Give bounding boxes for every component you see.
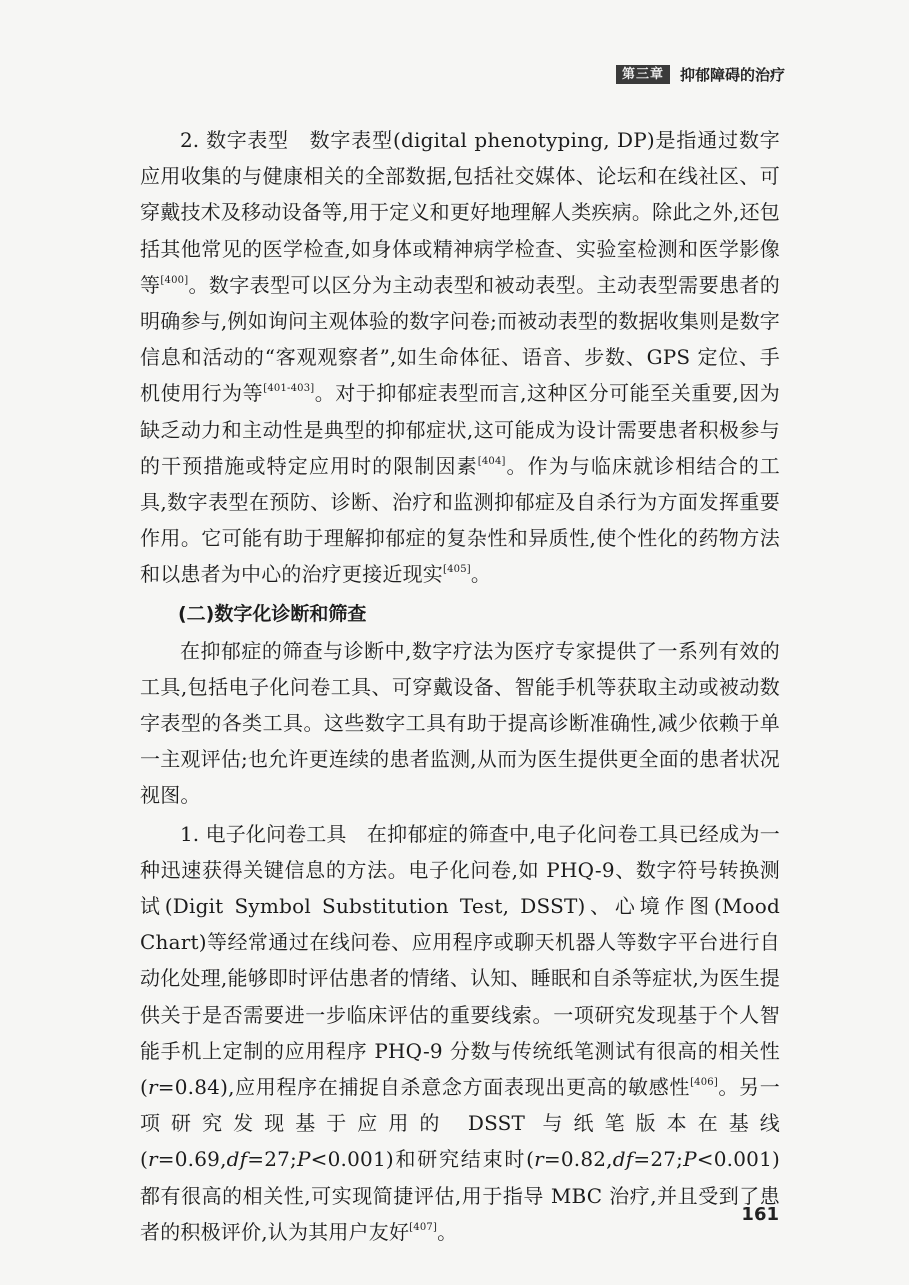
- text-run: 。对于抑郁症表型而言,这种区分可能至关重要,因为缺乏动力和主动性是典型的抑郁症状,这可能成为设计需要患者积极参与的干预措施或特定应用时的限制因素: [140, 381, 781, 478]
- page-number: 161: [741, 1204, 779, 1225]
- citation: [407]: [409, 1221, 438, 1233]
- text-run: =0.69,: [157, 1147, 227, 1172]
- citation: [400]: [160, 274, 189, 286]
- stat-symbol: r: [148, 1147, 158, 1172]
- chapter-title: 抑郁障碍的治疗: [679, 66, 785, 84]
- citation: [401-403]: [263, 383, 315, 395]
- stat-symbol: df: [612, 1147, 634, 1172]
- text-run: 。: [437, 1219, 458, 1244]
- text-run: =27;: [247, 1147, 297, 1172]
- paragraph-lead: 2. 数字表型: [180, 128, 289, 152]
- paragraph-digital-phenotyping: [140, 122, 780, 593]
- text-run: =27;: [633, 1147, 684, 1172]
- paragraph-screening-intro: [140, 633, 780, 814]
- stat-symbol: P: [297, 1147, 311, 1172]
- paragraph-lead: 1. 电子化问卷工具: [180, 821, 347, 846]
- text-run: =0.82,: [543, 1147, 613, 1172]
- stat-symbol: P: [683, 1147, 697, 1172]
- body-text: [140, 122, 780, 1250]
- text-run: 在抑郁症的筛查中,电子化问卷工具已经成为一种迅速获得关键信息的方法。电子化问卷,如 PHQ-9、数字符号转换测试(Digit Symbol Substitution Test, DSST)、心境作图(Mood Chart)等经常通过在线问卷、应用程序或聊天机器人等数字平台进行自动化处理,能够即时评估患者的情绪、认知、睡眠和自杀等症状,为医生提供关于是否需要进一步临床评估的重要线索。一项研究发现基于个人智能手机上定制的应用程序 PHQ-9 分数与传统纸笔测试有很高的相关性(: [140, 821, 780, 1100]
- text-run: =0.84),应用程序在捕捉自杀意念方面表现出更高的敏感性: [157, 1075, 691, 1100]
- text-run: 。作为与临床就诊相结合的工具,数字表型在预防、诊断、治疗和监测抑郁症及自杀行为方面发挥重要作用。它可能有助于理解抑郁症的复杂性和异质性,使个性化的药物方法和以患者为中心的治疗更接近现实: [140, 453, 780, 587]
- citation: [405]: [443, 564, 471, 576]
- paragraph-electronic-questionnaire: [140, 816, 780, 1250]
- text-run: 。另一项研究发现基于应用的 DSST 与纸笔版本在基线(: [140, 1075, 780, 1172]
- citation: [404]: [477, 455, 506, 467]
- section-heading: (二)数字化诊断和筛查: [178, 602, 367, 625]
- text-run: <0.001)都有很高的相关性,可实现简捷评估,用于指导 MBC 治疗,并且受到了患者的积极评价,认为其用户友好: [140, 1147, 780, 1244]
- running-header: [616, 64, 785, 85]
- text-run: 。: [470, 562, 492, 587]
- text-run: 。数字表型可以区分为主动表型和被动表型。主动表型需要患者的明确参与,例如询问主观体验的数字问卷;而被动表型的数据收集则是数字信息和活动的“客观观察者”,如生命体征、语音、步数、GPS 定位、手机使用行为等: [140, 272, 780, 406]
- text-run: 在抑郁症的筛查与诊断中,数字疗法为医疗专家提供了一系列有效的工具,包括电子化问卷工具、可穿戴设备、智能手机等获取主动或被动数字表型的各类工具。这些数字工具有助于提高诊断准确性,减少依赖于单一主观评估;也允许更连续的患者监测,从而为医生提供更全面的患者状况视图。: [140, 638, 780, 808]
- text-run: <0.001)和研究结束时(: [310, 1147, 535, 1172]
- citation: [406]: [690, 1077, 718, 1089]
- stat-symbol: r: [148, 1075, 158, 1100]
- stat-symbol: df: [226, 1147, 248, 1172]
- stat-symbol: r: [534, 1147, 544, 1172]
- chapter-tag: 第三章: [616, 65, 670, 84]
- text-run: 数字表型(digital phenotyping, DP)是指通过数字应用收集的与健康相关的全部数据,包括社交媒体、论坛和在线社区、可穿戴技术及移动设备等,用于定义和更好地理解人类疾病。除此之外,还包括其他常见的医学检查,如身体或精神病学检查、实验室检测和医学影像等: [140, 128, 780, 297]
